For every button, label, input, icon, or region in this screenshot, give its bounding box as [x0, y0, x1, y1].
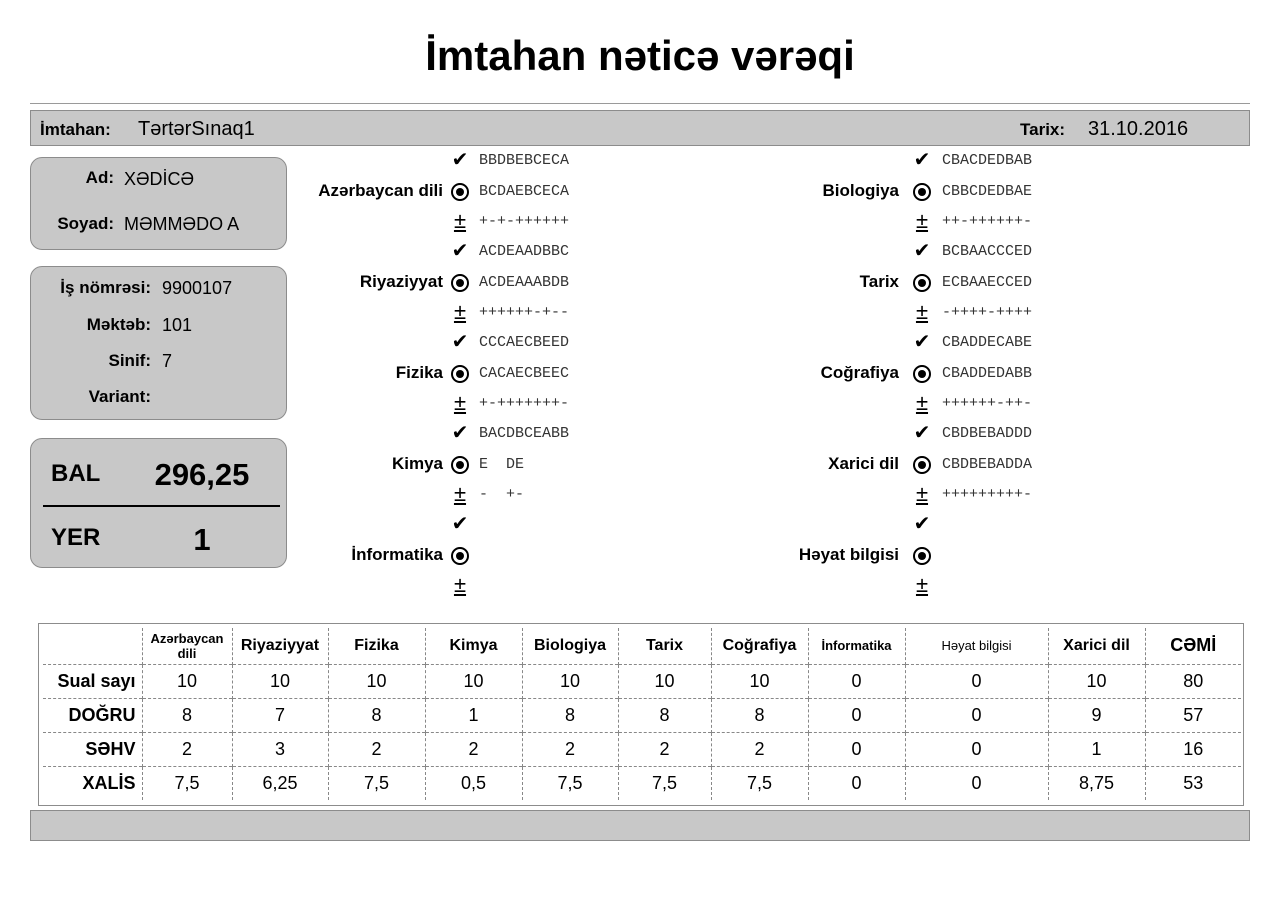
table-cell: 1: [1048, 732, 1145, 766]
table-cell: 0,5: [425, 766, 522, 800]
col-header: Xarici dil: [1048, 628, 1145, 664]
student-answers: CBDBEBADDA: [942, 456, 1033, 473]
table-cell: 8: [328, 698, 425, 732]
table-cell: 10: [711, 664, 808, 698]
table-cell: 6,25: [232, 766, 328, 800]
table-cell: 7,5: [522, 766, 618, 800]
table-cell: 7,5: [618, 766, 711, 800]
table-cell: 0: [905, 664, 1048, 698]
exam-header-bar: [30, 110, 1250, 146]
table-cell: 10: [1048, 664, 1145, 698]
title-divider: [30, 103, 1250, 104]
exam-label: İmtahan:: [40, 120, 111, 139]
table-cell: 8: [711, 698, 808, 732]
check-icon: ✔: [913, 149, 931, 171]
check-icon: ✔: [451, 422, 469, 444]
student-answers: BCDAEBCECA: [479, 183, 570, 200]
table-cell: 0: [905, 732, 1048, 766]
subject-name: Riyaziyyat: [359, 272, 443, 291]
radio-icon: [913, 456, 931, 474]
table-cell: 8: [618, 698, 711, 732]
answer-marks: - +-: [479, 486, 525, 503]
answer-marks: ++-++++++-: [942, 213, 1033, 230]
check-icon: ✔: [913, 240, 931, 262]
subject-name: Kimya: [391, 454, 443, 473]
radio-icon: [913, 547, 931, 565]
col-header: Tarix: [618, 628, 711, 664]
class-value: 7: [162, 351, 173, 371]
table-cell: 7,5: [142, 766, 232, 800]
table-row: [43, 664, 1241, 698]
table-row: [43, 698, 1241, 732]
col-header: İnformatika: [808, 628, 905, 664]
school-value: 101: [162, 315, 193, 335]
table-cell: 2: [425, 732, 522, 766]
radio-icon: [451, 274, 469, 292]
date-value: 31.10.2016: [1088, 118, 1189, 140]
answer-key: BCBAACCCED: [942, 243, 1033, 260]
table-cell: 0: [905, 698, 1048, 732]
answer-marks: +-+-++++++: [479, 213, 570, 230]
subject-name: Biologiya: [822, 181, 899, 200]
results-table: [43, 628, 1241, 800]
table-cell: 0: [808, 766, 905, 800]
table-cell: 7,5: [711, 766, 808, 800]
radio-icon: [451, 365, 469, 383]
student-answers: CACAECBEEC: [479, 365, 570, 382]
person-card: [30, 157, 287, 250]
table-cell: 2: [328, 732, 425, 766]
table-cell: 8: [522, 698, 618, 732]
name-label: Ad:: [85, 168, 114, 187]
check-icon: ✔: [451, 331, 469, 353]
table-cell: 0: [905, 766, 1048, 800]
subject-name: Azərbaycan dili: [318, 181, 443, 200]
subject-name: Həyat bilgisi: [798, 545, 899, 564]
col-header: Kimya: [425, 628, 522, 664]
table-cell: 53: [1145, 766, 1241, 800]
student-answers: CBBCDEDBAE: [942, 183, 1033, 200]
table-cell: 2: [142, 732, 232, 766]
answer-key: CBACDEDBAB: [942, 152, 1033, 169]
table-cell: 10: [142, 664, 232, 698]
radio-icon: [913, 365, 931, 383]
table-cell: 2: [711, 732, 808, 766]
check-icon: ✔: [913, 513, 931, 535]
row-label: XALİS: [43, 766, 142, 800]
answer-marks: ++++++-+--: [479, 304, 570, 321]
table-cell: 16: [1145, 732, 1241, 766]
check-icon: ✔: [451, 513, 469, 535]
answer-marks: ++++++-++-: [942, 395, 1033, 412]
work-number-label: İş nömrəsi:: [60, 278, 151, 297]
yer-label: YER: [51, 524, 101, 551]
footer-bar: [30, 810, 1250, 841]
col-header: Azərbaycan dili: [142, 628, 232, 664]
plus-minus-icon: ±: [453, 481, 467, 506]
row-label: Sual sayı: [43, 664, 142, 698]
col-header: Riyaziyyat: [232, 628, 328, 664]
table-cell: 8,75: [1048, 766, 1145, 800]
surname-value: MƏMMƏDO A: [124, 214, 240, 234]
bal-value: 296,25: [154, 457, 250, 492]
answer-marks: -++++-++++: [942, 304, 1033, 321]
results-table-frame: [38, 623, 1244, 806]
radio-icon: [913, 274, 931, 292]
table-row: [43, 766, 1241, 800]
table-cell: 1: [425, 698, 522, 732]
radio-icon: [913, 183, 931, 201]
plus-minus-icon: ±: [453, 208, 467, 233]
plus-minus-icon: ±: [453, 299, 467, 324]
name-value: XƏDİCƏ: [124, 169, 195, 189]
school-label: Məktəb:: [86, 315, 151, 334]
check-icon: ✔: [913, 422, 931, 444]
table-cell: 0: [808, 698, 905, 732]
answer-marks: +++++++++-: [942, 486, 1033, 503]
table-cell: 7,5: [328, 766, 425, 800]
subject-name: Xarici dil: [828, 454, 899, 473]
table-cell: 3: [232, 732, 328, 766]
plus-minus-icon: ±: [915, 299, 929, 324]
date-label: Tarix:: [1020, 120, 1066, 139]
table-cell: 10: [618, 664, 711, 698]
table-cell: 10: [522, 664, 618, 698]
table-row: [43, 732, 1241, 766]
subject-name: Tarix: [859, 272, 899, 291]
subject-name: Fizika: [395, 363, 443, 382]
plus-minus-icon: ±: [453, 572, 467, 597]
variant-label: Variant:: [88, 387, 151, 406]
plus-minus-icon: ±: [915, 481, 929, 506]
plus-minus-icon: ±: [915, 572, 929, 597]
table-cell: 10: [425, 664, 522, 698]
answer-key: CBADDECABE: [942, 334, 1033, 351]
table-header-row: [43, 628, 1241, 664]
table-cell: 0: [808, 664, 905, 698]
table-cell: 10: [328, 664, 425, 698]
work-number-value: 9900107: [162, 278, 233, 298]
table-cell: 0: [808, 732, 905, 766]
table-cell: 2: [522, 732, 618, 766]
table-cell: 7: [232, 698, 328, 732]
check-icon: ✔: [913, 331, 931, 353]
student-answers: ECBAAECCED: [942, 274, 1033, 291]
table-cell: 9: [1048, 698, 1145, 732]
radio-icon: [451, 183, 469, 201]
table-cell: 57: [1145, 698, 1241, 732]
table-corner: [43, 628, 142, 664]
row-label: DOĞRU: [43, 698, 142, 732]
col-header-total: CƏMİ: [1145, 628, 1241, 664]
bal-label: BAL: [51, 460, 101, 487]
table-cell: 8: [142, 698, 232, 732]
class-label: Sinif:: [108, 351, 151, 370]
table-cell: 2: [618, 732, 711, 766]
surname-label: Soyad:: [57, 214, 114, 233]
answer-key: ACDEAADBBC: [479, 243, 570, 260]
answer-marks: +-+++++++-: [479, 395, 570, 412]
plus-minus-icon: ±: [453, 390, 467, 415]
student-answers: E DE: [479, 456, 525, 473]
col-header: Coğrafiya: [711, 628, 808, 664]
col-header: Biologiya: [522, 628, 618, 664]
plus-minus-icon: ±: [915, 208, 929, 233]
score-divider: [43, 505, 280, 507]
check-icon: ✔: [451, 240, 469, 262]
check-icon: ✔: [451, 149, 469, 171]
page-title: İmtahan nəticə vərəqi: [425, 32, 855, 79]
student-answers: CBADDEDABB: [942, 365, 1033, 382]
row-label: SƏHV: [43, 732, 142, 766]
answer-key: BACDBCEABB: [479, 425, 570, 442]
table-cell: 80: [1145, 664, 1241, 698]
col-header: Həyat bilgisi: [905, 628, 1048, 664]
yer-value: 1: [193, 522, 211, 557]
subject-name: İnformatika: [351, 545, 443, 564]
subject-name: Coğrafiya: [820, 363, 899, 382]
answer-key: BBDBEBCECA: [479, 152, 570, 169]
answer-key: CCCAECBEED: [479, 334, 570, 351]
radio-icon: [451, 547, 469, 565]
answer-key: CBDBEBADDD: [942, 425, 1033, 442]
table-cell: 10: [232, 664, 328, 698]
plus-minus-icon: ±: [915, 390, 929, 415]
radio-icon: [451, 456, 469, 474]
col-header: Fizika: [328, 628, 425, 664]
student-answers: ACDEAAABDB: [479, 274, 570, 291]
exam-value: TərtərSınaq1: [138, 118, 255, 140]
